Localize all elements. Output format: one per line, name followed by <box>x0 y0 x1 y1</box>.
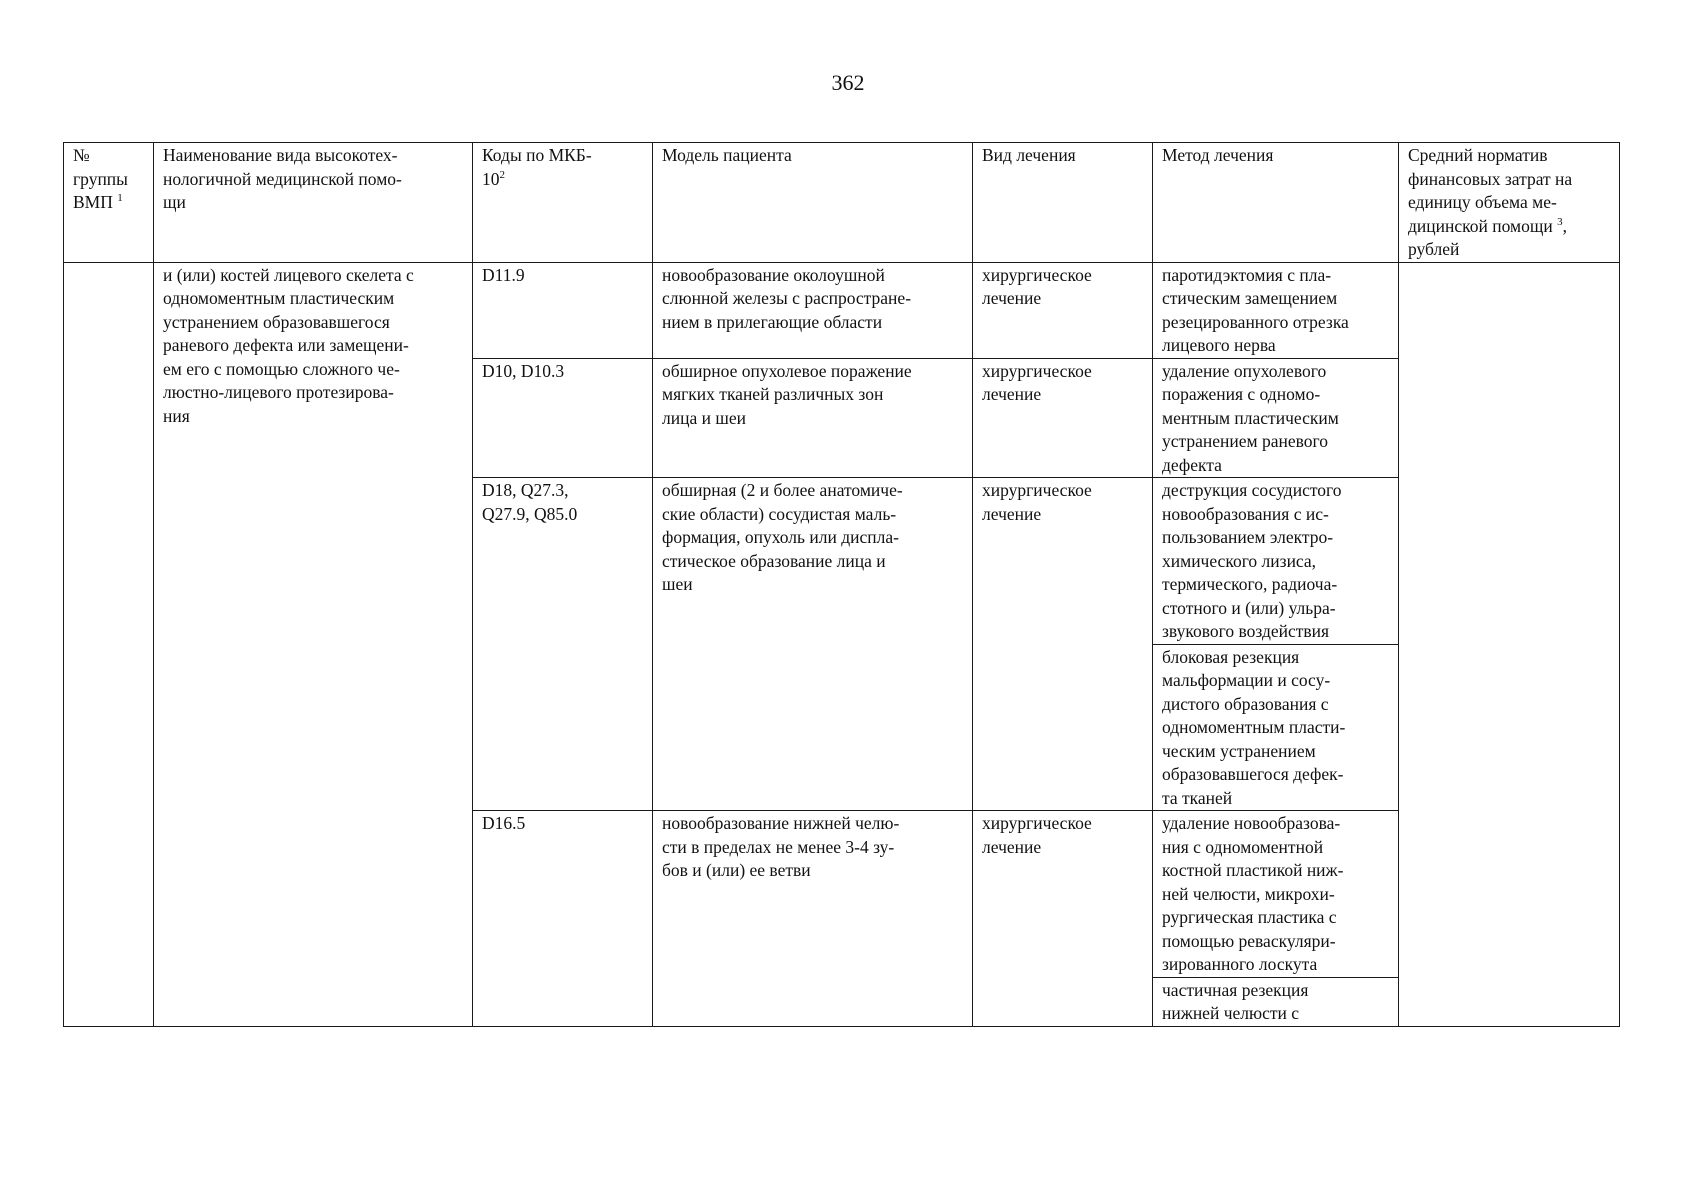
treatment-method-cell: удаление новообразова- ния с одномоментной костной пластикой ниж- ней челюсти, микрохи- рургическая пластика с помощью реваскуляри- зированного лоскута <box>1153 811 1399 978</box>
header-group-no: № группы ВМП $^1$ <box>64 143 154 263</box>
codes-cell: D11.9 <box>473 262 653 358</box>
patient-model-cell: новообразование нижней челю- сти в пределах не менее 3-4 зу- бов и (или) ее ветви <box>653 811 973 1027</box>
patient-model-cell: обширное опухолевое поражение мягких тканей различных зон лица и шеи <box>653 358 973 478</box>
header-codes: Коды по МКБ- $10^2$ <box>473 143 653 263</box>
header-name: Наименование вида высокотех- нологичной медицинской помо- щи <box>154 143 473 263</box>
group-name-cell: и (или) костей лицевого скелета с одномоментным пластическим устранением образовавшегося раневого дефекта или замещени- ем его с помощью сложного че- люстно-лицевого протезирова- ния <box>154 262 473 1026</box>
vmp-table <box>63 142 1620 1027</box>
group-no-cell <box>64 262 154 1026</box>
table-header-row <box>64 143 1620 263</box>
codes-cell: D18, Q27.3, Q27.9, Q85.0 <box>473 478 653 811</box>
treatment-type-cell: хирургическое лечение <box>973 358 1153 478</box>
header-patient-model: Модель пациента <box>653 143 973 263</box>
treatment-method-cell: удаление опухолевого поражения с одномо- ментным пластическим устранением раневого дефекта <box>1153 358 1399 478</box>
patient-model-cell: обширная (2 и более анатомиче- ские области) сосудистая маль- формация, опухоль или диспла- стическое образование лица и шеи <box>653 478 973 811</box>
treatment-method-cell: деструкция сосудистого новообразования с ис- пользованием электро- химического лизиса, термического, радиоча- стотного и (или) ульра- звукового воздействия <box>1153 478 1399 645</box>
codes-cell: D16.5 <box>473 811 653 1027</box>
treatment-method-cell: частичная резекция нижней челюсти с <box>1153 977 1399 1026</box>
table-row <box>64 262 1620 358</box>
header-cost-norm: Средний норматив финансовых затрат на единицу объема ме- дицинской помощи $^3$, рублей <box>1399 143 1620 263</box>
page-number: 362 <box>831 70 865 95</box>
cost-norm-cell <box>1399 262 1620 1026</box>
treatment-method-cell: паротидэктомия с пла- стическим замещением резецированного отрезка лицевого нерва <box>1153 262 1399 358</box>
treatment-type-cell: хирургическое лечение <box>973 262 1153 358</box>
header-treatment-method: Метод лечения <box>1153 143 1399 263</box>
codes-cell: D10, D10.3 <box>473 358 653 478</box>
treatment-type-cell: хирургическое лечение <box>973 478 1153 811</box>
treatment-method-cell: блоковая резекция мальформации и сосу- дистого образования с одномоментным пласти- ческим устранением образовавшегося дефек- та тканей <box>1153 644 1399 811</box>
header-treatment-type: Вид лечения <box>973 143 1153 263</box>
patient-model-cell: новообразование околоушной слюнной железы с распростране- нием в прилегающие области <box>653 262 973 358</box>
treatment-type-cell: хирургическое лечение <box>973 811 1153 1027</box>
